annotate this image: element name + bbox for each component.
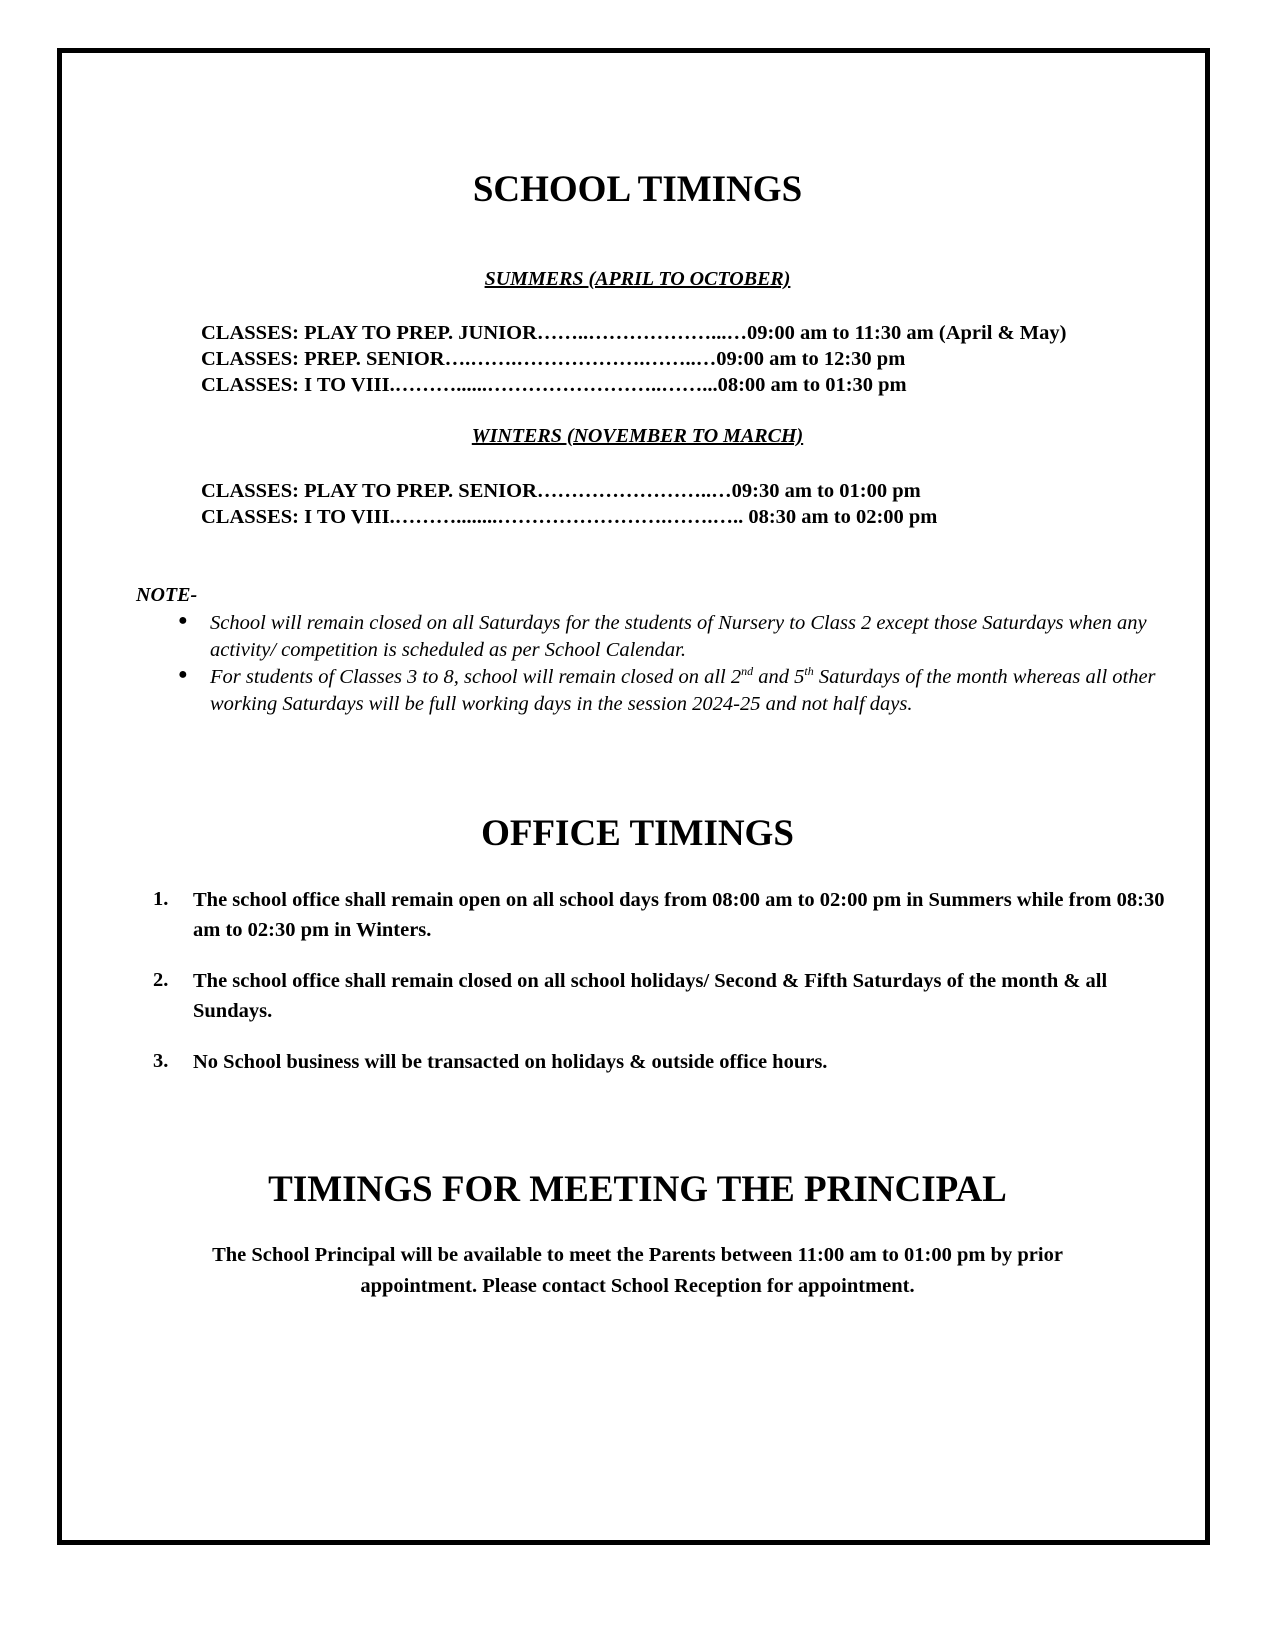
principal-timings-title: TIMINGS FOR MEETING THE PRINCIPAL xyxy=(268,1169,1007,1210)
summer-row-2: CLASSES: PREP. SENIOR….…….……………….……..…09:00 am to 12:30 pm xyxy=(201,348,906,370)
winters-heading: WINTERS (NOVEMBER TO MARCH) xyxy=(471,425,804,447)
office-item-number: 1. xyxy=(153,888,169,910)
office-item-2: The school office shall remain closed on all school holidays/ Second & Fifth Saturdays of the month & all Sundays. xyxy=(193,970,1108,1022)
office-timings-title: OFFICE TIMINGS xyxy=(481,813,794,854)
summer-row-3: CLASSES: I TO VIII.………......……………………..……...08:00 am to 01:30 pm xyxy=(201,374,907,396)
office-item-1: The school office shall remain open on all school days from 08:00 am to 02:00 pm in Summers while from 08:30 am to 02:30 pm in Winters. xyxy=(193,889,1165,941)
note-label: NOTE- xyxy=(136,584,198,606)
bullet-icon: ● xyxy=(178,666,188,683)
note-item-1: School will remain closed on all Saturdays for the students of Nursery to Class 2 except those Saturdays when any activity/ competition is scheduled as per School Calendar. xyxy=(210,612,1147,661)
office-item-number: 3. xyxy=(153,1050,169,1072)
bullet-icon: ● xyxy=(178,612,188,629)
principal-text: The School Principal will be available to meet the Parents between 11:00 am to 01:00 pm by prior appointment. Please contact School Reception for appointment. xyxy=(212,1244,1063,1297)
winter-row-2: CLASSES: I TO VIII.………........…………………….…….….. 08:30 am to 02:00 pm xyxy=(201,506,938,528)
summer-row-1: CLASSES: PLAY TO PREP. JUNIOR……..………………...…09:00 am to 11:30 am (April & May) xyxy=(201,322,1067,344)
office-item-number: 2. xyxy=(153,969,169,991)
school-timings-title: SCHOOL TIMINGS xyxy=(472,169,803,210)
winter-row-1: CLASSES: PLAY TO PREP. SENIOR……………………..…09:30 am to 01:00 pm xyxy=(201,480,921,502)
office-item-3: No School business will be transacted on holidays & outside office hours. xyxy=(193,1051,828,1073)
note-item-2: For students of Classes 3 to 8, school will remain closed on all 2nd and 5th Saturdays of the month whereas all other working Saturdays will be full working days in the session 2024-25 and not half days. xyxy=(210,664,1156,715)
summers-heading: SUMMERS (APRIL TO OCTOBER) xyxy=(484,268,791,290)
